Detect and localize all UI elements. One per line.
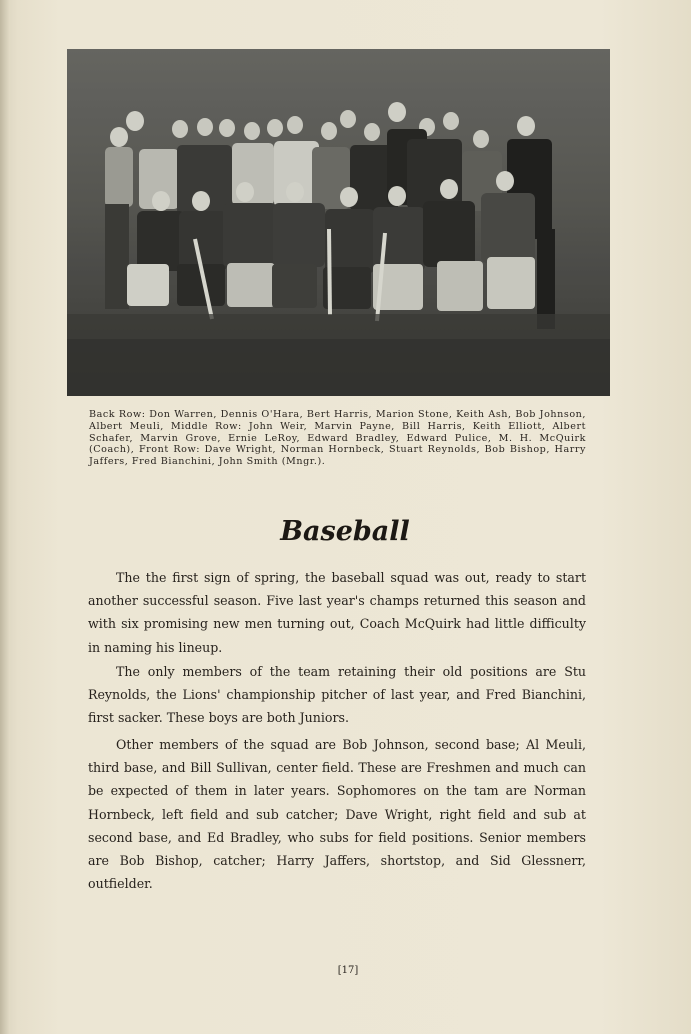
paragraph-2: The only members of the team retaining their old positions are Stu Reynolds, the Lions' championship pitcher of last year, and Fred Bianchini, first sacker. These boys are both Juniors. (88, 664, 586, 726)
team-photo-illustration (67, 49, 610, 396)
photo-caption: Back Row: Don Warren, Dennis O'Hara, Bert Harris, Marion Stone, Keith Ash, Bob Johnson, Albert Meuli, Middle Row: John Weir, Marvin Payne, Bill Harris, Keith Elliott, Albert Schafer, Marvin Grove, Ernie LeRoy, Edward Bradley, Edward Pulice, M. H. McQuirk (Coach), Front Row: Dave Wright, Norman Hornbeck, Stuart Reynolds, Bob Bishop, Harry Jaffers, Fred Bianchini, John Smith (Mngr.). (89, 409, 586, 468)
page-title: Baseball (280, 516, 410, 547)
team-photo (67, 49, 610, 396)
page-number: [17] (337, 965, 359, 976)
binding-edge (0, 0, 10, 1034)
paragraph-3: Other members of the squad are Bob Johnson, second base; Al Meuli, third base, and Bill Sullivan, center field. These are Freshmen and much can be expected of them in later years. Sophomores on the tam are Norman Hornbeck, left field and sub catcher; Dave Wright, right field and sub at second base, and Ed Bradley, who subs for field positions. Senior members are Bob Bishop, catcher; Harry Jaffers, shortstop, and Sid Glessnerr, outfielder. (88, 737, 586, 892)
paragraph-1: The the first sign of spring, the baseball squad was out, ready to start another successful season. Five last year's champs returned this season and with six promising new men turning out, Coach McQuirk had little difficulty in naming his lineup. (88, 570, 586, 655)
